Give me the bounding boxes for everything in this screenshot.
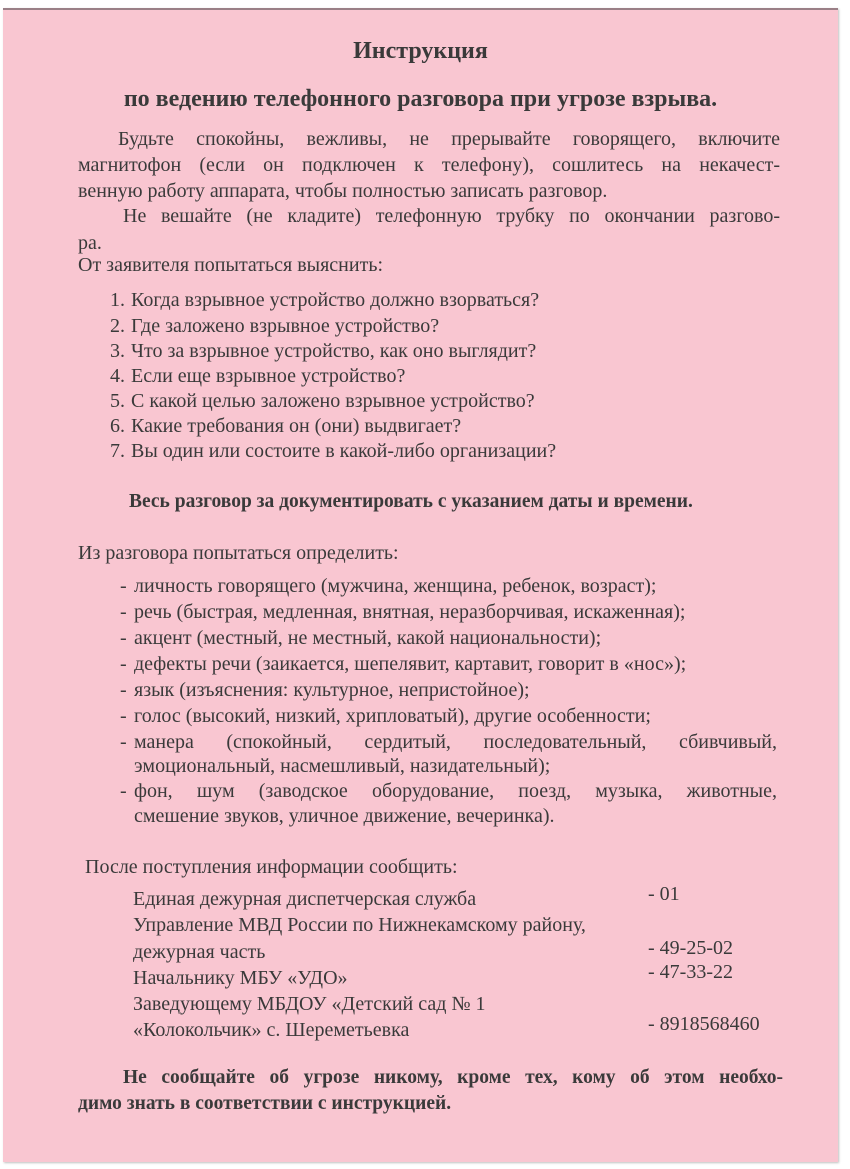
- contact-name: Начальнику МБУ «УДО»: [133, 967, 348, 989]
- intro-line-3: венную работу аппарата, чтобы полностью записать разговор.: [78, 180, 608, 202]
- item-number: 6.: [110, 415, 125, 437]
- list-dash: -: [120, 627, 127, 649]
- item-text: личность говорящего (мужчина, женщина, ребенок, возраст);: [134, 575, 657, 597]
- list-item: [103, 390, 535, 413]
- list-item: [103, 415, 461, 438]
- contact-phone: - 01: [648, 883, 680, 905]
- list-item: [120, 679, 530, 702]
- contact-phone: - 47-33-22: [648, 961, 733, 983]
- final-warning-line-1: Не сообщайте об угрозе никому, кроме тех, кому об этом необхо-: [123, 1067, 783, 1088]
- list-item: [120, 780, 777, 803]
- list-item: [103, 340, 536, 363]
- item-text: Если еще взрывное устройство?: [131, 365, 406, 387]
- find-out-label: От заявителя попытаться выяснить:: [78, 254, 384, 276]
- item-number: 4.: [110, 365, 125, 387]
- item-text: дефекты речи (заикается, шепелявит, картавит, говорит в «нос»);: [134, 653, 687, 675]
- list-item-continuation: эмоциональный, насмешливый, назидательный);: [134, 755, 551, 777]
- item-text: голос (высокий, низкий, хрипловатый), другие особенности;: [134, 705, 651, 727]
- list-item: [120, 575, 656, 598]
- final-warning-line-2: димо знать в соответствии с инструкцией.: [78, 1093, 452, 1114]
- hangup-line-1: Не вешайте (не кладите) телефонную трубку по окончании разгово-: [123, 205, 780, 227]
- item-text: манера (спокойный, сердитый, последовательный, сбивчивый,: [134, 731, 777, 753]
- item-text: Где заложено взрывное устройство?: [131, 315, 440, 337]
- item-number: 1.: [110, 289, 125, 311]
- item-text: акцент (местный, не местный, какой национальности);: [134, 627, 602, 649]
- item-number: 7.: [110, 440, 125, 462]
- list-dash: -: [120, 731, 127, 753]
- contact-phone: - 8918568460: [648, 1013, 760, 1035]
- item-text: Какие требования он (они) выдвигает?: [131, 415, 462, 437]
- list-item: [120, 627, 601, 650]
- intro-line-1: Будьте спокойны, вежливы, не прерывайте говорящего, включите: [118, 128, 780, 150]
- list-dash: -: [120, 780, 127, 802]
- item-text: С какой целью заложено взрывное устройство?: [131, 390, 535, 412]
- document-subtitle: по ведению телефонного разговора при угрозе взрыва.: [123, 86, 718, 112]
- list-item: [120, 601, 685, 624]
- contact-name-continuation: «Колокольчик» с. Шереметьевка: [133, 1019, 410, 1041]
- list-dash: -: [120, 705, 127, 727]
- document-page: [3, 8, 838, 1162]
- determine-label: Из разговора попытаться определить:: [78, 542, 399, 564]
- item-text: речь (быстрая, медленная, внятная, неразборчивая, искаженная);: [134, 601, 686, 623]
- hangup-line-2: ра.: [78, 232, 102, 254]
- item-number: 2.: [110, 315, 125, 337]
- contact-name: Управление МВД России по Нижнекамскому району,: [133, 914, 586, 936]
- list-dash: -: [120, 575, 127, 597]
- list-dash: -: [120, 601, 127, 623]
- intro-line-2: магнитофон (если он подключен к телефону), сошлитесь на некачест-: [78, 154, 780, 176]
- report-label: После поступления информации сообщить:: [85, 856, 458, 878]
- list-item: [103, 289, 539, 312]
- list-item-continuation: смешение звуков, уличное движение, вечеринка).: [134, 805, 555, 827]
- item-text: фон, шум (заводское оборудование, поезд, музыка, животные,: [134, 780, 777, 802]
- list-item: [103, 440, 556, 463]
- list-dash: -: [120, 653, 127, 675]
- list-item: [103, 365, 405, 388]
- item-number: 5.: [110, 390, 125, 412]
- contact-name: Единая дежурная диспетчерская служба: [133, 888, 477, 910]
- item-text: Вы один или состоите в какой-либо организации?: [131, 440, 557, 462]
- document-title: Инструкция: [353, 38, 488, 64]
- contact-name: Заведующему МБДОУ «Детский сад № 1: [133, 993, 486, 1015]
- item-text: Когда взрывное устройство должно взорваться?: [131, 289, 540, 311]
- document-note: Весь разговор за документировать с указанием даты и времени.: [129, 491, 693, 512]
- item-text: Что за взрывное устройство, как оно выглядит?: [131, 340, 537, 362]
- item-text: язык (изъяснения: культурное, непристойное);: [134, 679, 530, 701]
- list-dash: -: [120, 679, 127, 701]
- list-item: [103, 315, 439, 338]
- list-item: [120, 705, 651, 728]
- item-number: 3.: [110, 340, 125, 362]
- contact-name-continuation: дежурная часть: [133, 941, 266, 963]
- contact-phone: - 49-25-02: [648, 937, 733, 959]
- list-item: [120, 653, 686, 676]
- list-item: [120, 731, 777, 754]
